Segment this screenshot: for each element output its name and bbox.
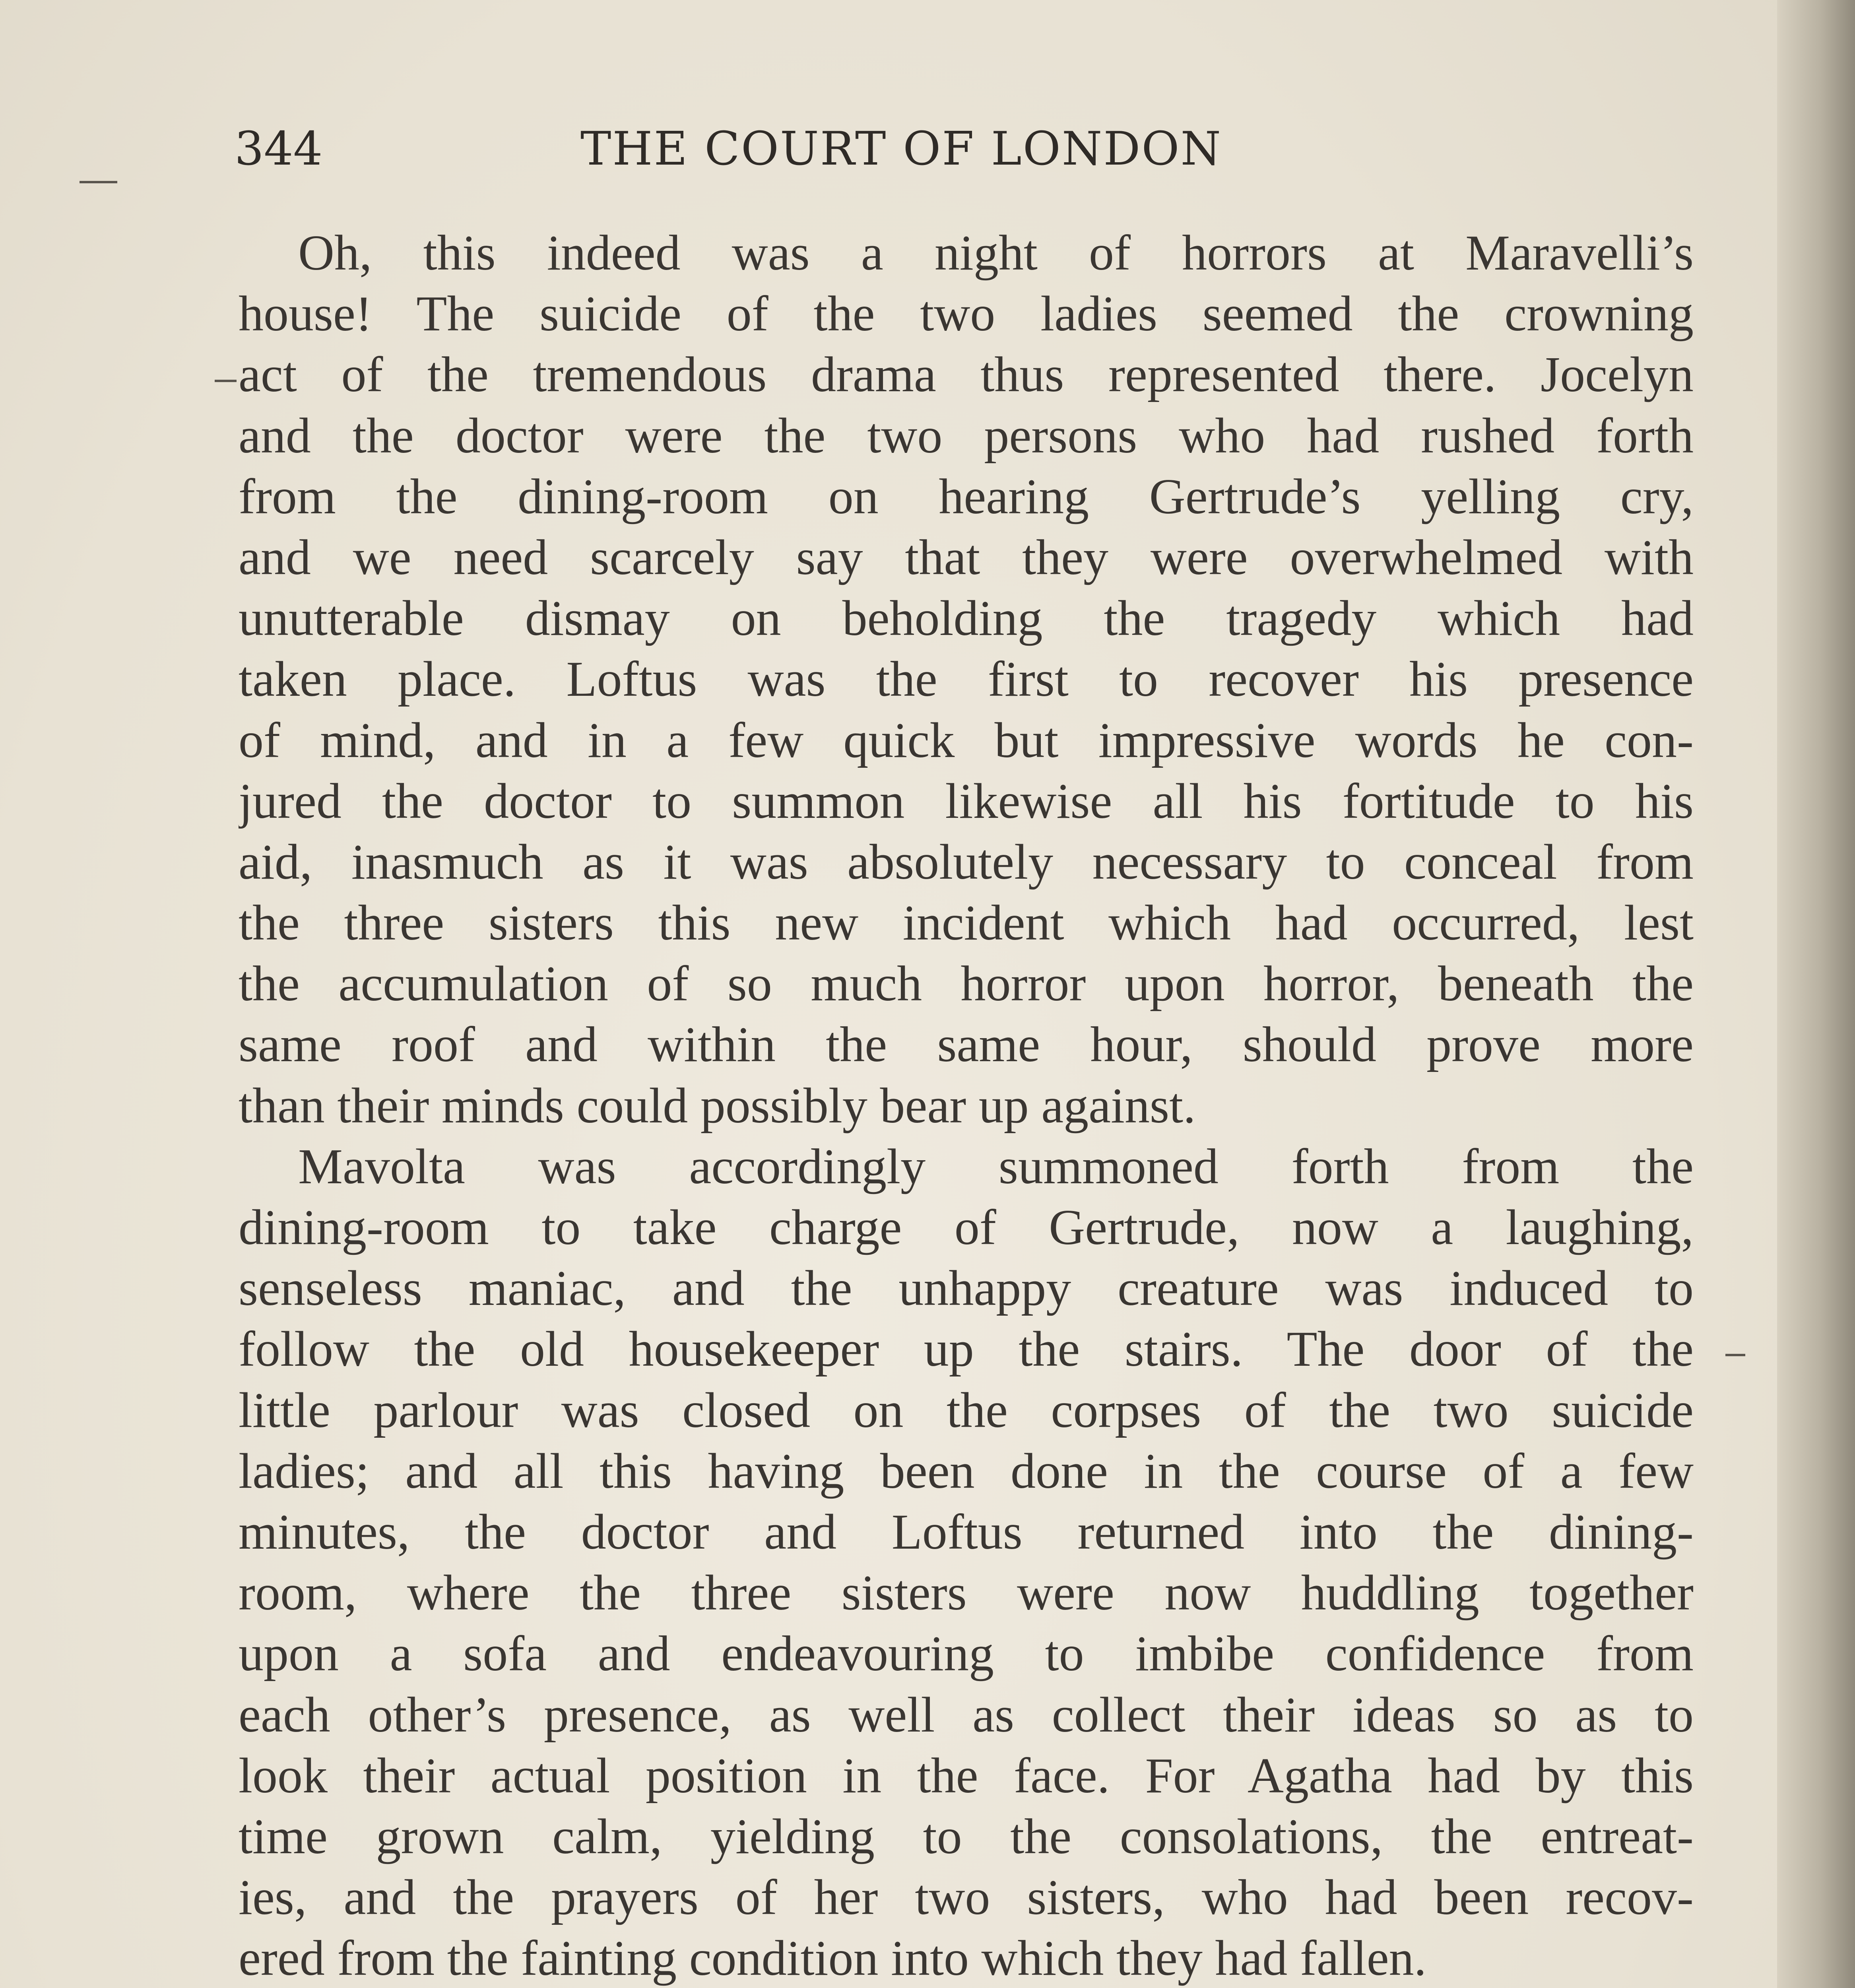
text-line: the three sisters this new incident which had occurred, lest: [239, 895, 1694, 951]
text-line: act of the tremendous drama thus represented there. Jocelyn: [239, 347, 1694, 403]
text-line: same roof and within the same hour, should prove more: [239, 1017, 1694, 1073]
text-line: taken place. Loftus was the first to recover his presence: [239, 652, 1694, 707]
text-line: house! The suicide of the two ladies seemed the crowning: [239, 286, 1694, 342]
text-line: of mind, and in a few quick but impressive words he con-: [239, 712, 1694, 768]
text-line: ies, and the prayers of her two sisters, who had been recov-: [239, 1870, 1694, 1926]
text-line: room, where the three sisters were now huddling together: [239, 1565, 1694, 1621]
running-head: [235, 119, 1706, 179]
text-line: follow the old housekeeper up the stairs. The door of the: [239, 1322, 1694, 1377]
running-title: THE COURT OF LONDON: [580, 122, 1222, 176]
text-line: the accumulation of so much horror upon horror, beneath the: [239, 956, 1694, 1012]
page-number: 344: [235, 122, 323, 176]
text-line: minutes, the doctor and Loftus returned into the dining-: [239, 1504, 1694, 1560]
text-line: little parlour was closed on the corpses of the two suicide: [239, 1382, 1694, 1438]
text-line: aid, inasmuch as it was absolutely necessary to conceal from: [239, 834, 1694, 890]
text-line: and we need scarcely say that they were overwhelmed with: [239, 530, 1694, 585]
text-line: from the dining-room on hearing Gertrude’s yelling cry,: [239, 469, 1694, 524]
margin-mark: [215, 380, 237, 382]
text-line: senseless maniac, and the unhappy creature was induced to: [239, 1261, 1694, 1316]
text-line: than their minds could possibly bear up against.: [239, 1078, 1196, 1134]
margin-mark: [1725, 1354, 1745, 1356]
text-line: time grown calm, yielding to the consolations, the entreat-: [239, 1809, 1694, 1864]
text-line: ladies; and all this having been done in the course of a few: [239, 1443, 1694, 1499]
text-line: jured the doctor to summon likewise all his fortitude to his: [239, 773, 1694, 829]
text-line: and the doctor were the two persons who had rushed forth: [239, 408, 1694, 464]
text-line: upon a sofa and endeavouring to imbibe confidence from: [239, 1626, 1694, 1682]
text-line: each other’s presence, as well as collect their ideas so as to: [239, 1687, 1694, 1743]
text-line: look their actual position in the face. For Agatha had by this: [239, 1748, 1694, 1804]
text-line: ered from the fainting condition into which they had fallen.: [239, 1931, 1427, 1986]
margin-mark: [80, 181, 117, 183]
page-edge-shadow: [1777, 0, 1855, 1988]
text-line: Mavolta was accordingly summoned forth from the: [298, 1139, 1694, 1194]
text-line: unutterable dismay on beholding the tragedy which had: [239, 591, 1694, 646]
text-line: dining-room to take charge of Gertrude, now a laughing,: [239, 1200, 1694, 1255]
text-line: Oh, this indeed was a night of horrors at Maravelli’s: [298, 225, 1694, 281]
body-text: [239, 223, 1694, 1988]
